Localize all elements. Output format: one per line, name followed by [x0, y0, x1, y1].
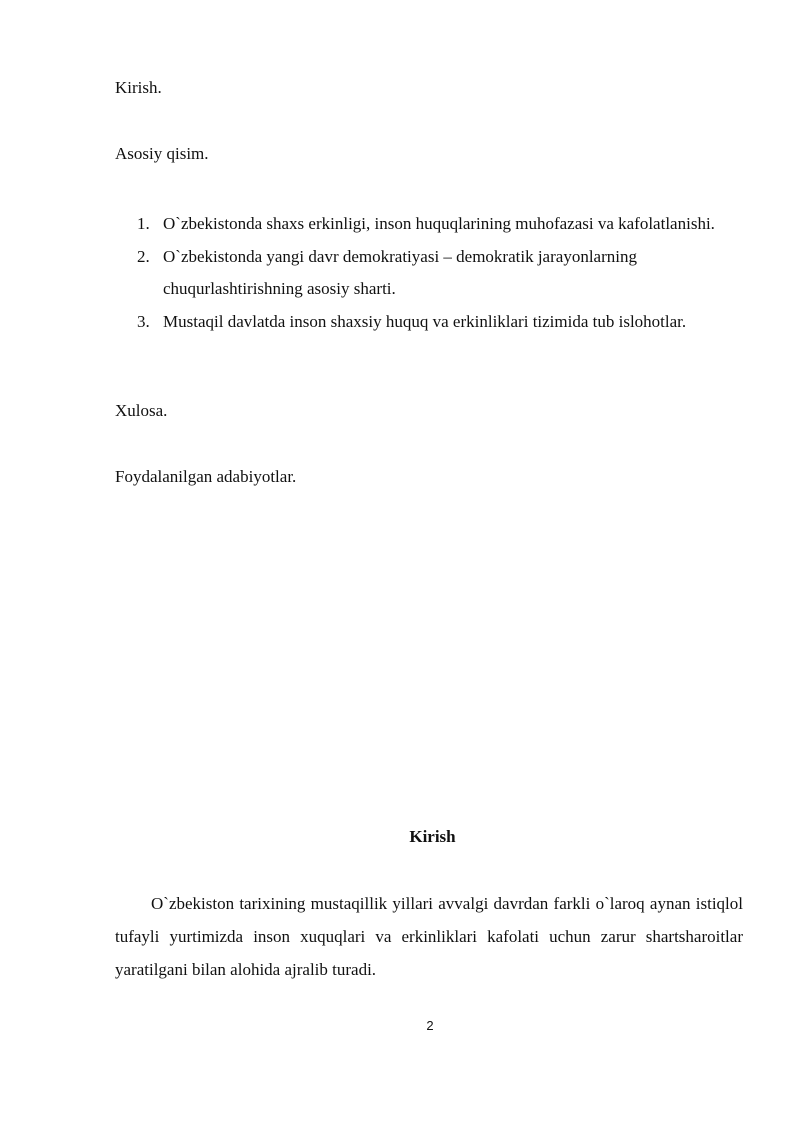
- toc-item-number: 2.: [137, 246, 150, 266]
- toc-intro: Kirish.: [115, 78, 162, 97]
- toc-item-text: O`zbekistonda shaxs erkinligi, inson huquqlarining muhofazasi va kafolatlanishi.: [163, 214, 715, 233]
- toc-conclusion: Xulosa.: [115, 401, 168, 420]
- intro-paragraph: O`zbekiston tarixining mustaqillik yillari avvalgi davrdan farkli o`laroq aynan istiqlol tufayli yurtimizda inson xuquqlari va erkinliklari kafolati uchun zarur shartsharoitlar yaratilgani bilan alohida ajralib turadi.: [115, 894, 743, 979]
- toc-item-text: O`zbekistonda yangi davr demokratiyasi – demokratik jarayonlarning chuqurlashtirishning asosiy sharti.: [163, 246, 637, 298]
- toc-main-part: Asosiy qisim.: [115, 144, 209, 163]
- toc-list-item: [115, 208, 735, 241]
- page-number: 2: [426, 1018, 434, 1033]
- toc-item-text: Mustaqil davlatda inson shaxsiy huquq va erkinliklari tizimida tub islohotlar.: [163, 311, 687, 331]
- toc-list-item: [115, 306, 735, 339]
- toc-list: [115, 208, 735, 338]
- toc-references: Foydalanilgan adabiyotlar.: [115, 467, 297, 486]
- toc-list-item: [115, 241, 735, 306]
- toc-item-number: 3.: [137, 311, 150, 331]
- toc-item-number: 1.: [137, 214, 150, 233]
- section-heading: Kirish: [409, 827, 456, 846]
